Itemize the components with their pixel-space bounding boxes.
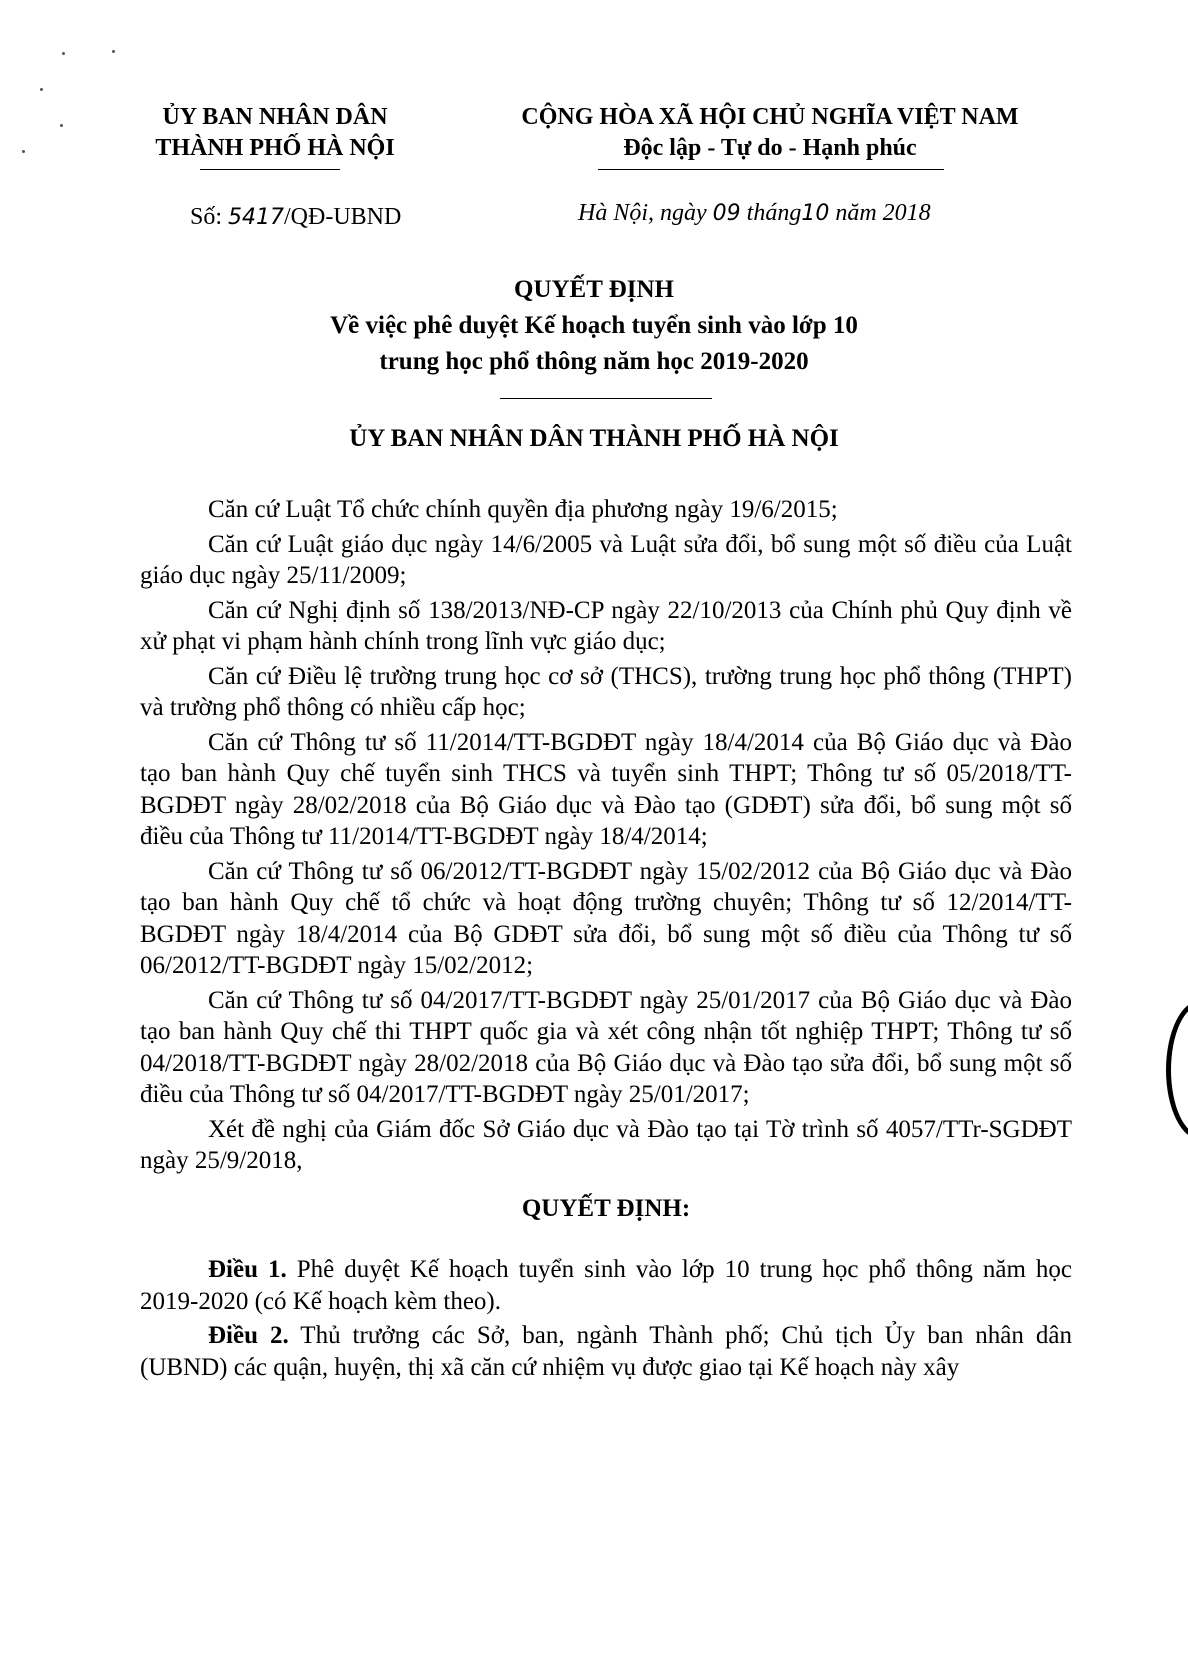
- decision-heading: QUYẾT ĐỊNH:: [521, 1194, 691, 1222]
- article-2-text: Thủ trưởng các Sở, ban, ngành Thành phố; Chủ tịch Ủy ban nhân dân (UBND) các quận, huyện, thị xã căn cứ nhiệm vụ được giao tại Kế hoạch này xây: [140, 1322, 1072, 1381]
- title-line-2: Về việc phê duyệt Kế hoạch tuyển sinh vào lớp 10: [330, 312, 858, 339]
- authority-underline: [200, 169, 340, 170]
- date-year: năm 2018: [829, 200, 931, 226]
- basis-paragraph: Căn cứ Luật Tổ chức chính quyền địa phương ngày 19/6/2015;: [208, 496, 838, 523]
- scan-speck: [112, 50, 115, 53]
- basis-paragraph: Căn cứ Nghị định số 138/2013/NĐ-CP ngày 22/10/2013 của Chính phủ Quy định về xử phạt vi phạm hành chính trong lĩnh vực giáo dục;: [140, 596, 1072, 655]
- date-prefix: Hà Nội, ngày: [578, 200, 713, 226]
- motto-underline: [598, 169, 944, 170]
- document-number-handwritten: 5417: [228, 205, 285, 230]
- authority-line-1: ỦY BAN NHÂN DÂN: [162, 104, 388, 130]
- title-underline: [500, 398, 712, 399]
- national-motto: Độc lập - Tự do - Hạnh phúc: [623, 135, 917, 161]
- basis-paragraph: Xét đề nghị của Giám đốc Sở Giáo dục và Đào tạo tại Tờ trình số 4057/TTr-SGDĐT ngày 25/9/2018,: [140, 1115, 1072, 1174]
- basis-paragraph: Căn cứ Thông tư số 11/2014/TT-BGDĐT ngày 18/4/2014 của Bộ Giáo dục và Đào tạo ban hành Quy chế tuyển sinh THCS và tuyển sinh THPT; Thông tư số 05/2018/TT-BGDĐT ngày 28/02/2018 của Bộ Giáo dục và Đào tạo (GDĐT) sửa đổi, bổ sung một số điều của Thông tư 11/2014/TT-BGDĐT ngày 18/4/2014;: [140, 728, 1072, 850]
- scan-speck: [40, 88, 43, 91]
- issue-date: [578, 200, 931, 227]
- scan-speck: [60, 124, 63, 127]
- document-title: [194, 272, 994, 380]
- authority-line-2: THÀNH PHỐ HÀ NỘI: [155, 135, 395, 161]
- red-seal-partial: [1166, 1000, 1188, 1140]
- issuing-authority: [110, 102, 440, 164]
- basis-paragraph: Căn cứ Thông tư số 04/2017/TT-BGDĐT ngày 25/01/2017 của Bộ Giáo dục và Đào tạo ban hành Quy chế thi THPT quốc gia và xét công nhận tốt nghiệp THPT; Thông tư số 04/2018/TT-BGDĐT ngày 28/02/2018 của Bộ Giáo dục và Đào tạo sửa đổi, bổ sung một số điều của Thông tư số 04/2017/TT-BGDĐT ngày 25/01/2017;: [140, 986, 1072, 1108]
- issuer-heading: ỦY BAN NHÂN DÂN THÀNH PHỐ HÀ NỘI: [349, 425, 839, 452]
- document-number-suffix: /QĐ-UBND: [284, 204, 402, 230]
- article-1-label: Điều 1.: [208, 1256, 287, 1283]
- scan-speck: [22, 150, 25, 153]
- document-number: [190, 204, 401, 231]
- document-body: [140, 494, 1072, 1386]
- title-line-1: QUYẾT ĐỊNH: [514, 276, 674, 303]
- title-line-3: trung học phổ thông năm học 2019-2020: [379, 348, 809, 375]
- article-1: [140, 1254, 1072, 1317]
- scan-speck: [62, 52, 65, 55]
- basis-paragraph: Căn cứ Thông tư số 06/2012/TT-BGDĐT ngày 15/02/2012 của Bộ Giáo dục và Đào tạo ban hành Quy chế tổ chức và hoạt động trường chuyên; Thông tư số 12/2014/TT-BGDĐT ngày 18/4/2014 của Bộ GDĐT sửa đổi, bổ sung một số điều của Thông tư số 06/2012/TT-BGDĐT ngày 15/02/2012;: [140, 857, 1072, 979]
- date-month: 10: [801, 201, 830, 226]
- document-number-prefix: Số:: [190, 204, 229, 230]
- article-1-text: Phê duyệt Kế hoạch tuyển sinh vào lớp 10 trung học phổ thông năm học 2019-2020 (có Kế hoạch kèm theo).: [140, 1256, 1072, 1315]
- national-header: [470, 102, 1070, 164]
- article-2: [140, 1320, 1072, 1383]
- date-month-label: tháng: [740, 200, 802, 226]
- national-name: CỘNG HÒA XÃ HỘI CHỦ NGHĨA VIỆT NAM: [521, 104, 1019, 130]
- basis-paragraph: Căn cứ Điều lệ trường trung học cơ sở (THCS), trường trung học phổ thông (THPT) và trường phổ thông có nhiều cấp học;: [140, 662, 1072, 721]
- basis-paragraph: Căn cứ Luật giáo dục ngày 14/6/2005 và Luật sửa đổi, bổ sung một số điều của Luật giáo dục ngày 25/11/2009;: [140, 530, 1072, 589]
- date-day: 09: [712, 201, 741, 226]
- article-2-label: Điều 2.: [208, 1322, 289, 1349]
